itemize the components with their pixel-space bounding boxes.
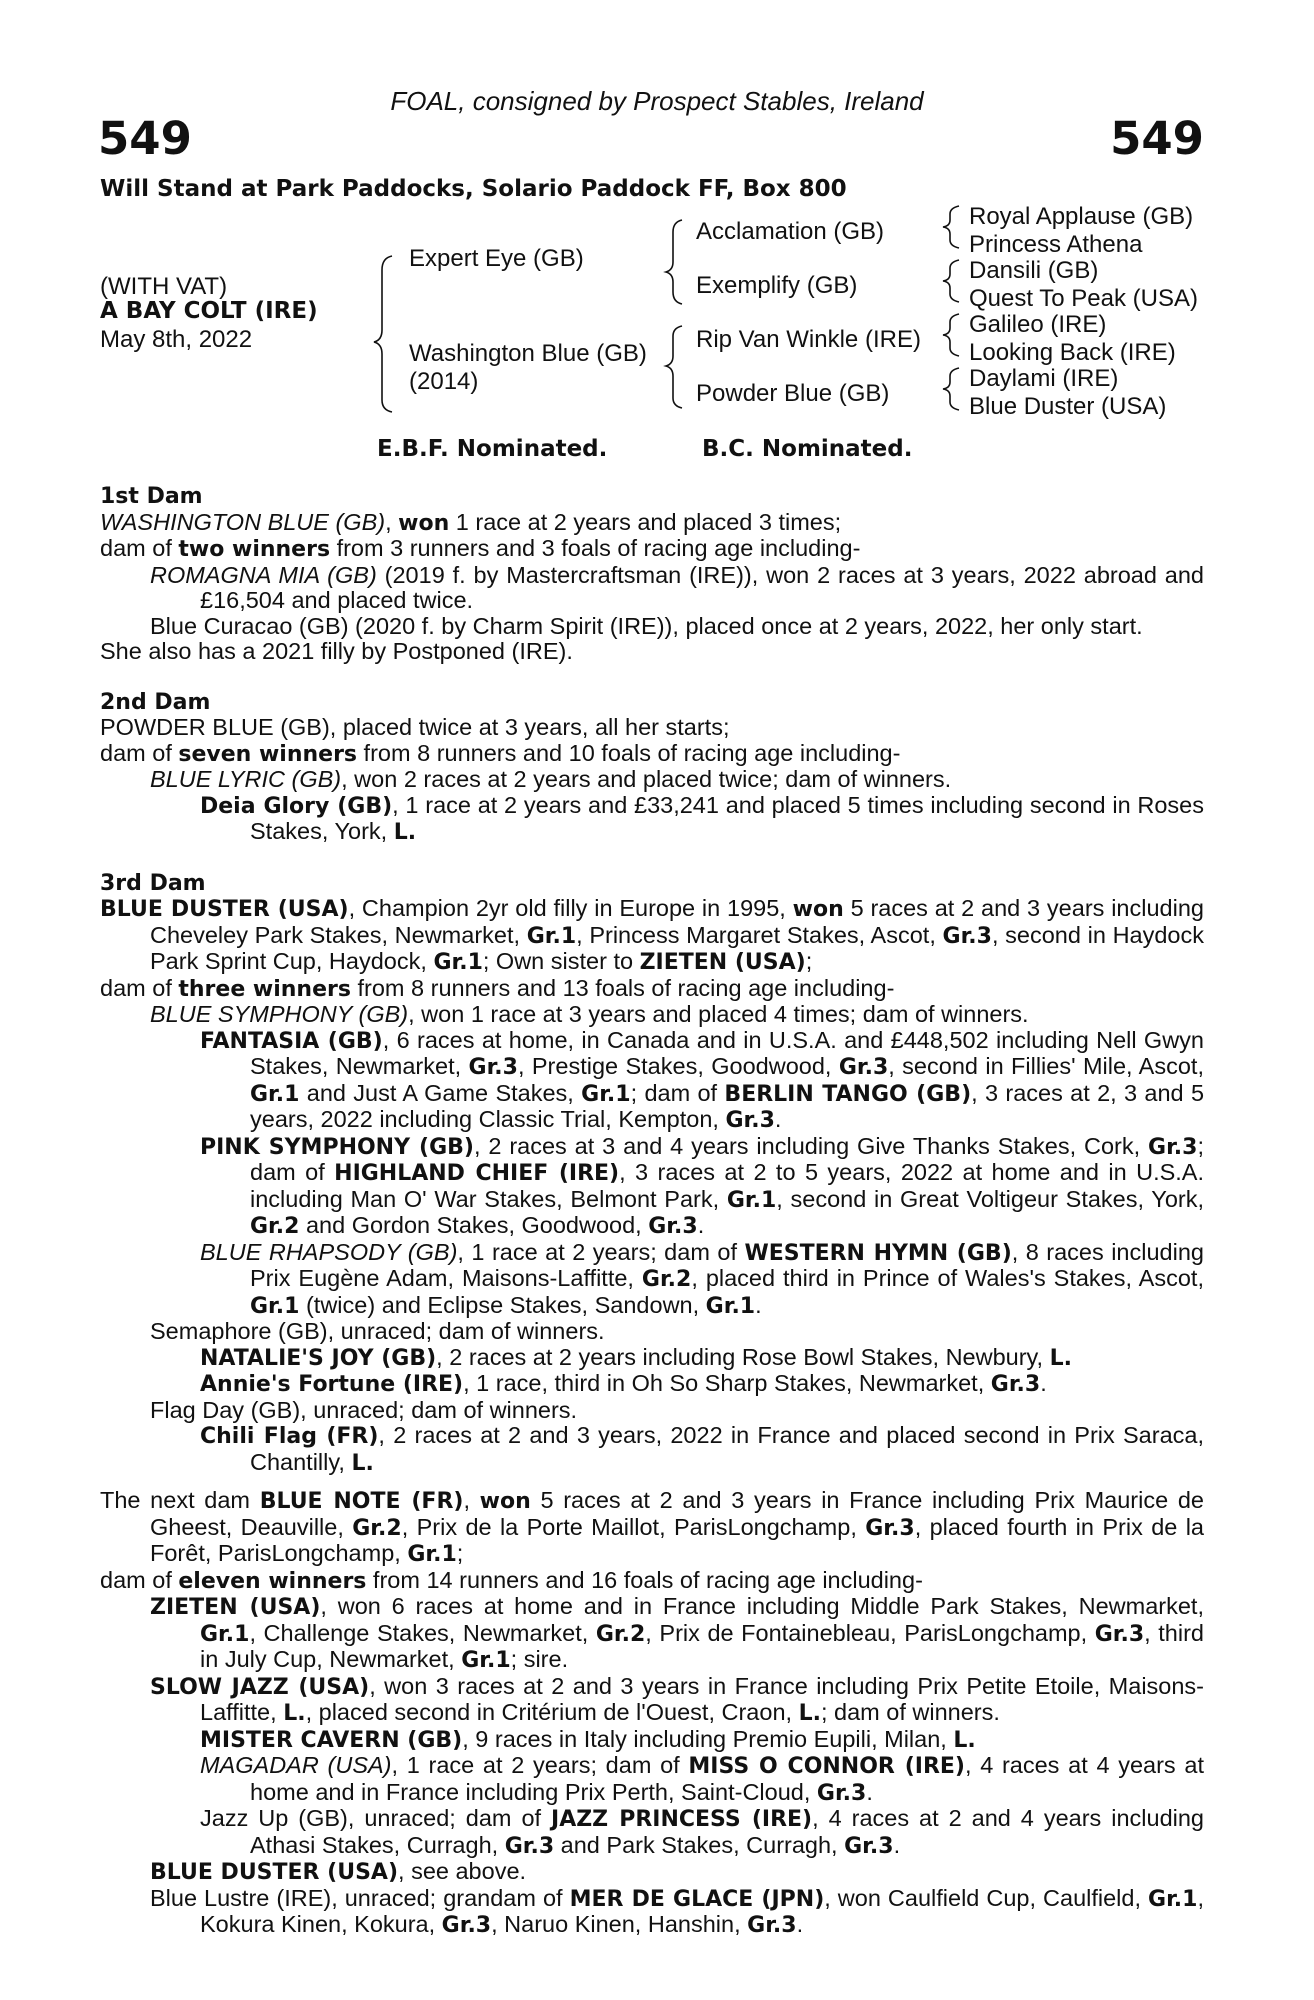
italic-text: MAGADAR (USA) — [200, 1752, 392, 1778]
bold-text: Gr.1 — [526, 923, 577, 949]
bold-text: Gr.1 — [461, 1648, 511, 1673]
bold-text: ZIETEN (USA) — [639, 950, 806, 975]
text-run: from 3 runners and 3 foals of racing age including- — [330, 535, 861, 561]
italic-text: WASHINGTON BLUE (GB) — [100, 508, 386, 535]
text-run: . — [866, 1778, 873, 1805]
text-run: . — [774, 1106, 782, 1132]
text-run: , placed fourth in Prix de la Forêt, ParisLongchamp, — [150, 1513, 1205, 1566]
text-run: , second in Haydock Park Sprint Cup, Haydock, — [150, 921, 1204, 974]
produce-entry — [100, 1886, 1204, 1939]
bold-text: BLUE NOTE (FR) — [259, 1489, 464, 1514]
bold-text: Gr.2 — [250, 1214, 300, 1239]
text-run: and Gordon Stakes, Goodwood, — [299, 1212, 649, 1238]
text-run: dam of — [100, 739, 179, 766]
bold-text: Gr.3 — [990, 1372, 1041, 1397]
sire-name: Expert Eye (GB) — [409, 245, 584, 272]
bold-text: Annie's Fortune (IRE) — [200, 1372, 464, 1397]
bold-text: Gr.3 — [648, 1214, 698, 1239]
lot-number-left: 549 — [98, 112, 192, 165]
next-dam-record — [100, 1488, 1204, 1568]
text-run: from 8 runners and 13 foals of racing age including- — [350, 974, 895, 1001]
bold-text: BERLIN TANGO (GB) — [724, 1081, 972, 1107]
produce-entry — [100, 1423, 1204, 1476]
bold-text: Gr.2 — [641, 1267, 692, 1292]
text-run: , 3 races at 2 to 5 years, 2022 at home and in U.S.A. including Man O' War Stakes, Belmont Park, — [250, 1159, 1205, 1212]
second-dam-produce-summary — [100, 741, 1204, 768]
italic-text: ROMAGNA MIA (GB) — [150, 561, 377, 588]
text-run: , Naruo Kinen, Hanshin, — [491, 1911, 748, 1937]
ebf-nomination: E.B.F. Nominated. — [377, 436, 608, 462]
dam-sire-name: Rip Van Winkle (IRE) — [696, 326, 921, 353]
produce-entry — [100, 1028, 1204, 1134]
text-run: . — [893, 1831, 901, 1858]
pedigree-gen3-5: Galileo (IRE) — [969, 311, 1107, 338]
text-run: 5 races at 2 and 3 years in France including Prix Maurice de Gheest, Deauville, — [150, 1487, 1204, 1540]
text-run: , 2 races at 3 and 4 years including Give Thanks Stakes, Cork, — [473, 1132, 1149, 1159]
bold-text: Gr.3 — [844, 1833, 894, 1859]
third-dam-record — [100, 896, 1204, 976]
bold-text: Gr.1 — [705, 1293, 756, 1319]
bold-text: JAZZ PRINCESS (IRE) — [551, 1807, 813, 1832]
text-run: . — [755, 1291, 762, 1318]
text-run: ; — [805, 948, 813, 974]
text-run: . — [697, 1212, 705, 1238]
dam-name: Washington Blue (GB) — [409, 340, 647, 367]
third-dam-produce-summary — [100, 976, 1204, 1003]
text-run: Jazz Up (GB), unraced; dam of — [200, 1805, 552, 1831]
bold-text: FANTASIA (GB) — [200, 1028, 383, 1054]
text-run: , won 2 races at 2 years and placed twice; dam of winners. — [341, 766, 952, 792]
bold-text: Gr.1 — [250, 1293, 300, 1319]
text-run: , 1 race at 2 years and £33,241 and placed 5 times including second in Roses Stakes, York, — [250, 791, 1204, 844]
text-run: , Prix de Fontainebleau, ParisLongchamp, — [645, 1619, 1095, 1646]
text-run: dam of — [100, 1566, 179, 1593]
text-run: , — [463, 1487, 480, 1513]
dam-year: (2014) — [409, 368, 479, 395]
text-run: , Princess Margaret Stakes, Ascot, — [576, 921, 943, 948]
text-run: 1 race at 2 years and placed 3 times; — [449, 508, 842, 535]
pedigree-gen3-3: Dansili (GB) — [969, 257, 1099, 284]
bold-text: Deia Glory (GB) — [200, 793, 393, 819]
text-run: from 14 runners and 16 foals of racing age including- — [366, 1566, 923, 1593]
produce-entry — [100, 563, 1204, 614]
pedigree-gen3-7: Daylami (IRE) — [969, 365, 1119, 392]
bold-text: three winners — [178, 976, 351, 1002]
stand-line: Will Stand at Park Paddocks, Solario Paddock FF, Box 800 — [100, 176, 847, 202]
text-run: , placed third in Prince of Wales's Stakes, Ascot, — [691, 1265, 1204, 1291]
bold-text: Gr.2 — [352, 1515, 402, 1541]
produce-entry: Flag Day (GB), unraced; dam of winners. — [150, 1396, 578, 1423]
produce-entry — [100, 1371, 1204, 1398]
bold-text: MISTER CAVERN (GB) — [200, 1727, 463, 1753]
text-run: , 4 races at 2 and 4 years including Athasi Stakes, Curragh, — [250, 1805, 1204, 1858]
bold-text: L. — [283, 1701, 306, 1726]
dam-dam-name: Powder Blue (GB) — [696, 380, 890, 407]
produce-entry — [100, 1345, 1204, 1372]
italic-text: BLUE RHAPSODY (GB) — [200, 1238, 458, 1265]
bold-text: Gr.3 — [725, 1108, 775, 1133]
text-run: The next dam — [100, 1487, 260, 1513]
horse-name: A BAY COLT (IRE) — [100, 298, 318, 324]
produce-entry: Blue Curacao (GB) (2020 f. by Charm Spirit (IRE)), placed once at 2 years, 2022, her only start. — [150, 612, 1143, 639]
text-run: , Kokura Kinen, Kokura, — [200, 1884, 1204, 1937]
bold-text: eleven winners — [178, 1568, 367, 1594]
second-dam-heading: 2nd Dam — [100, 689, 211, 715]
second-dam-record: POWDER BLUE (GB), placed twice at 3 years, all her starts; — [100, 714, 730, 740]
bold-text: PINK SYMPHONY (GB) — [200, 1134, 474, 1160]
first-dam-produce-summary — [100, 536, 1204, 563]
bold-text: L. — [351, 1450, 374, 1476]
bold-text: Gr.2 — [595, 1621, 646, 1647]
produce-entry — [100, 1753, 1204, 1806]
bold-text: Gr.1 — [433, 950, 483, 975]
bold-text: won — [479, 1489, 531, 1514]
consignor-line: FOAL, consigned by Prospect Stables, Ireland — [390, 86, 924, 116]
text-run: , won 1 race at 3 years and placed 4 times; dam of winners. — [408, 1001, 1029, 1027]
pedigree-gen3-4: Quest To Peak (USA) — [969, 285, 1198, 312]
produce-entry — [100, 1002, 1204, 1028]
text-run: ; dam of — [630, 1079, 725, 1106]
third-dam-heading: 3rd Dam — [100, 870, 206, 896]
text-run: 5 races at 2 and 3 years including Cheveley Park Stakes, Newmarket, — [150, 895, 1204, 948]
bold-text: Gr.3 — [865, 1515, 915, 1541]
text-run: , second in Great Voltigeur Stakes, York, — [776, 1185, 1204, 1212]
bold-text: Gr.3 — [942, 923, 992, 949]
pedigree-gen3-8: Blue Duster (USA) — [969, 393, 1167, 420]
bold-text: Chili Flag (FR) — [200, 1424, 379, 1449]
bold-text: two winners — [178, 537, 331, 562]
text-run: . — [796, 1911, 804, 1937]
text-run: , see above. — [398, 1858, 527, 1884]
pedigree-gen3-2: Princess Athena — [969, 231, 1143, 258]
bold-text: Gr.3 — [1094, 1621, 1145, 1647]
bold-text: Gr.3 — [838, 1055, 889, 1080]
bold-text: Gr.3 — [504, 1833, 555, 1859]
text-run: , third in July Cup, Newmarket, — [200, 1619, 1204, 1672]
text-run: dam of — [100, 974, 179, 1001]
bold-text: MISS O CONNOR (IRE) — [688, 1754, 965, 1779]
bold-text: MER DE GLACE (JPN) — [569, 1886, 825, 1912]
first-dam-record — [100, 510, 1204, 537]
next-dam-produce-summary — [100, 1568, 1204, 1595]
text-run: , 1 race at 2 years; dam of — [457, 1238, 745, 1265]
italic-text: BLUE SYMPHONY (GB) — [150, 1001, 409, 1027]
foaling-date: May 8th, 2022 — [100, 326, 253, 353]
text-run: , Prestige Stakes, Goodwood, — [517, 1053, 839, 1079]
produce-entry — [100, 793, 1204, 846]
bold-text: Gr.1 — [1148, 1886, 1198, 1912]
bold-text: Gr.3 — [441, 1913, 492, 1938]
bold-text: Gr.1 — [250, 1081, 300, 1107]
text-run: , 8 races including Prix Eugène Adam, Maisons-Laffitte, — [250, 1238, 1204, 1291]
produce-entry — [100, 1134, 1204, 1240]
bold-text: Gr.1 — [581, 1081, 631, 1107]
first-dam-heading: 1st Dam — [100, 484, 203, 509]
text-run: ; sire. — [510, 1646, 569, 1672]
bold-text: Gr.3 — [816, 1780, 867, 1806]
produce-entry — [100, 767, 1204, 793]
lot-number-right: 549 — [1110, 112, 1204, 165]
italic-text: BLUE LYRIC (GB) — [150, 766, 342, 792]
text-run: (twice) and Eclipse Stakes, Sandown, — [299, 1291, 706, 1318]
text-run: ; Own sister to — [482, 948, 640, 974]
bold-text: won — [792, 897, 844, 922]
sire-sire-name: Acclamation (GB) — [696, 218, 885, 245]
bold-text: L. — [393, 820, 417, 845]
produce-entry — [100, 1674, 1204, 1727]
text-run: , won 3 races at 2 and 3 years in France including Prix Petite Etoile, Maisons-Laffitte, — [200, 1672, 1205, 1725]
bold-text: ZIETEN (USA) — [150, 1595, 321, 1620]
produce-entry — [100, 1859, 1204, 1886]
bold-text: L. — [1049, 1345, 1073, 1371]
text-run: (2019 f. by Mastercraftsman (IRE)), won 2 races at 3 years, 2022 abroad and £16,504 and placed twice. — [200, 561, 1204, 613]
bold-text: Gr.3 — [747, 1913, 797, 1938]
sire-dam-name: Exemplify (GB) — [696, 272, 858, 299]
text-run: and Just A Game Stakes, — [299, 1079, 582, 1106]
text-run: , Champion 2yr old filly in Europe in 1995, — [348, 895, 793, 921]
text-run: , Prix de la Porte Maillot, ParisLongchamp, — [401, 1513, 866, 1540]
text-run: , placed second in Critérium de l'Ouest, Craon, — [305, 1699, 799, 1725]
produce-entry: Semaphore (GB), unraced; dam of winners. — [150, 1318, 605, 1344]
bold-text: NATALIE'S JOY (GB) — [200, 1345, 437, 1371]
bold-text: Gr.3 — [1148, 1134, 1198, 1160]
text-run: ; dam of winners. — [820, 1699, 1000, 1725]
text-run: and Park Stakes, Curragh, — [554, 1831, 845, 1858]
text-run: , 3 races at 2, 3 and 5 years, 2022 including Classic Trial, Kempton, — [250, 1079, 1205, 1132]
text-run: ; dam of — [250, 1132, 1204, 1185]
catalogue-body — [100, 484, 1204, 1939]
bold-text: won — [398, 510, 450, 536]
text-run: dam of — [100, 535, 179, 561]
pedigree-gen3-1: Royal Applause (GB) — [969, 203, 1194, 230]
bold-text: L. — [953, 1727, 976, 1753]
bold-text: HIGHLAND CHIEF (IRE) — [334, 1161, 620, 1186]
bold-text: WESTERN HYMN (GB) — [744, 1240, 1012, 1266]
bold-text: Gr.1 — [726, 1187, 777, 1213]
bold-text: seven winners — [178, 741, 358, 767]
text-run: , 1 race, third in Oh So Sharp Stakes, Newmarket, — [463, 1370, 991, 1396]
bold-text: Gr.3 — [468, 1055, 518, 1080]
text-run: , 4 races at 4 years at home and in France including Prix Perth, Saint-Cloud, — [250, 1752, 1204, 1805]
text-run: . — [1040, 1370, 1047, 1396]
text-run: ; — [456, 1540, 464, 1566]
pedigree-gen3-6: Looking Back (IRE) — [969, 339, 1176, 366]
produce-entry — [100, 1806, 1204, 1859]
text-run: , won 6 races at home and in France including Middle Park Stakes, Newmarket, — [320, 1593, 1204, 1619]
vat-label: (WITH VAT) — [100, 273, 228, 300]
text-run: , 2 races at 2 years including Rose Bowl Stakes, Newbury, — [436, 1343, 1050, 1370]
bold-text: L. — [798, 1701, 821, 1726]
text-run: , 9 races in Italy including Premio Eupili, Milan, — [462, 1725, 954, 1752]
bold-text: Gr.1 — [407, 1542, 457, 1567]
text-run: , — [385, 508, 399, 535]
produce-entry — [100, 1240, 1204, 1320]
text-run: , 6 races at home, in Canada and in U.S.A. and £448,502 including Nell Gwyn Stakes, Newmarket, — [250, 1026, 1205, 1079]
produce-note: She also has a 2021 filly by Postponed (IRE). — [100, 638, 573, 664]
text-run: from 8 runners and 10 foals of racing age including- — [357, 739, 901, 766]
text-run: , 2 races at 2 and 3 years, 2022 in France and placed second in Prix Saraca, Chantilly, — [250, 1422, 1204, 1475]
text-run: , won Caulfield Cup, Caulfield, — [824, 1884, 1149, 1911]
text-run: Blue Lustre (IRE), unraced; grandam of — [150, 1884, 570, 1911]
text-run: , Challenge Stakes, Newmarket, — [249, 1619, 596, 1646]
bold-text: Gr.1 — [200, 1621, 250, 1647]
produce-entry — [100, 1727, 1204, 1754]
bold-text: BLUE DUSTER (USA) — [150, 1860, 399, 1885]
bold-text: SLOW JAZZ (USA) — [150, 1674, 370, 1700]
bc-nomination: B.C. Nominated. — [702, 436, 913, 462]
text-run: , second in Fillies' Mile, Ascot, — [888, 1053, 1204, 1079]
text-run: , 1 race at 2 years; dam of — [391, 1752, 689, 1778]
bold-text: BLUE DUSTER (USA) — [100, 897, 349, 922]
produce-entry — [100, 1594, 1204, 1674]
